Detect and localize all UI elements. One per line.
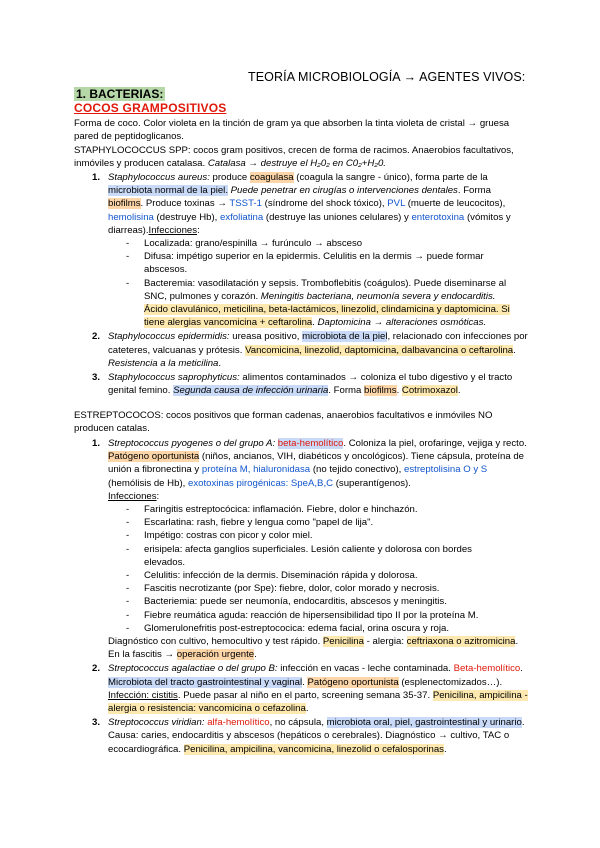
text: (coagula la sangre - único), forma parte de la xyxy=(296,172,488,183)
text: . En la fascitis → xyxy=(108,636,519,661)
list-item: - Faringitis estreptocócica: inflamación. Fiebre, dolor e hinchazón. xyxy=(126,503,514,516)
staph-list xyxy=(0,171,528,398)
highlight-patogeno: Patógeno oportunista xyxy=(108,451,200,463)
text: (no tejido conectivo), xyxy=(312,464,402,476)
protein-m: proteína M, hialuronidasa xyxy=(201,464,311,476)
text: produce xyxy=(212,172,248,183)
staph-intro xyxy=(74,144,524,170)
list-item-epidermidis: 2. Staphylococcus epidermidis: ureasa positivo, microbiota de la piel, relacionado con infecciones por cateteres, valcuanas y prótesis. Vancomicina, linezolid, daptomicina, dalbavancina o ceftarolina. Resistencia a la meticilina. xyxy=(92,331,528,369)
text: (superantígenos). xyxy=(335,477,411,489)
text: (síndrome del shock tóxico), xyxy=(264,198,385,210)
infection-list xyxy=(108,237,528,329)
highlight-coagulasa: coagulasa xyxy=(249,172,294,183)
beta-hemolytic: beta-hemolítico xyxy=(277,438,344,449)
document-title: TEORÍA MICROBIOLOGÍA → AGENTES VIVOS: xyxy=(248,70,526,84)
highlight-ceftriaxona: ceftriaxona o azitromicina xyxy=(406,636,516,648)
text: (hemólisis de Hb), xyxy=(108,477,186,489)
text: (destruye Hb), xyxy=(156,211,218,223)
text: . Forma xyxy=(328,385,362,397)
text: (esplenectomizados…). xyxy=(401,676,503,688)
item-number: 3. xyxy=(92,372,101,384)
highlight-biofilms: biofilms xyxy=(108,198,141,210)
species-name: Streptococcus agalactiae o del grupo B: xyxy=(108,663,278,675)
highlight-patogeno: Patógeno oportunista xyxy=(307,676,399,688)
species-name: Streptococcus viridian: xyxy=(108,717,205,729)
text: (niños, ancianos, VIH, diabéticos y oncológicos). Tiene cápsula, proteína de unión a fibronectina y xyxy=(108,451,525,476)
list-item: - Localizada: grano/espinilla → furúnculo → absceso xyxy=(126,237,514,250)
text: - alergia: xyxy=(366,636,404,648)
text: . Forma xyxy=(457,185,491,197)
highlight-penicilina: Penicilina xyxy=(322,636,364,648)
estreptolisina: estreptolisina O y S xyxy=(404,464,488,476)
text: Bacteremia: vasodilatación y sepsis. Tromboflebitis (coágulos). Puede diseminarse al SNC, pulmones y corazón. xyxy=(144,277,507,302)
infecciones-label: Infecciones xyxy=(108,490,157,502)
list-item: - Difusa: impétigo superior en la epidermis. Celulitis en la dermis → puede formar abscesos. xyxy=(126,250,514,276)
toxin-hemolisina: hemolisina xyxy=(108,211,154,223)
infection-list xyxy=(108,503,528,635)
item-number: 3. xyxy=(92,717,101,729)
item-number: 1. xyxy=(92,172,101,183)
staph-intro-text: STAPHYLOCOCCUS SPP: cocos gram positivos, crecen de forma de racimos. Anaerobios facultativos, inmóviles y producen catalasa. xyxy=(74,145,514,169)
text: . Causa: caries, endocarditis y abscesos (hepáticos o cerebrales). Diagnóstico → cultivo, TAC o ecocardiográfica. xyxy=(108,717,525,755)
item-number: 1. xyxy=(92,438,101,449)
species-name: Streptococcus pyogenes o del grupo A: xyxy=(108,438,276,449)
toxin-exfoliatina: exfoliatina xyxy=(220,211,264,223)
highlight-antibiotics: Vancomicina, linezolid, daptomicina, dalbavancina o ceftarolina xyxy=(245,344,514,356)
list-item-viridian: 3. Streptococcus viridian: alfa-hemolítico, no cápsula, microbiota oral, piel, gastrointestinal y urinario. Causa: caries, endocarditis y abscesos (hepáticos o cerebrales). Diagnóstico → cultivo, TAC o ecocardiográfica. Penicilina, ampicilina, vancomicina, linezolid o cefalosporinas. xyxy=(92,717,525,755)
strep-list xyxy=(0,437,528,757)
species-name: Staphylococcus aureus: xyxy=(108,172,210,183)
text: (muerte de leucocitos), xyxy=(407,198,506,210)
text: , no cápsula, xyxy=(269,717,324,729)
text: infección en vacas - leche contaminada. xyxy=(280,663,451,675)
resistance-note: Resistencia a la meticilina xyxy=(108,357,219,369)
text: , relacionado con infecciones por cateteres, valcuanas y prótesis. xyxy=(108,331,528,356)
strep-intro: ESTREPTOCOCOS: cocos positivos que forman cadenas, anaerobios facultativos e inmóviles NO producen catalas. xyxy=(74,410,493,434)
toxin-pvl: PVL xyxy=(387,198,406,210)
list-item: - Escarlatina: rash, fiebre y lengua como "papel de lija". xyxy=(126,516,514,529)
highlight-antibiotics: Penicilina, ampicilina, vancomicina, linezolid o cefalosporinas xyxy=(183,743,444,755)
list-item: - Fiebre reumática aguda: reacción de hipersensibilidad tipo II por la proteína M. xyxy=(126,609,514,622)
highlight-microbiota: microbiota de la piel xyxy=(302,331,388,343)
list-item: - Celulitis: infección de la dermis. Diseminación rápida y dolorosa. xyxy=(126,569,514,582)
list-item: - Impétigo: costras con picor y color miel. xyxy=(126,529,514,542)
highlight-microbiota: Microbiota del tracto gastrointestinal y vaginal xyxy=(108,676,303,688)
text: . Produce toxinas → xyxy=(140,198,227,210)
text: (vómitos y diarreas). xyxy=(108,211,511,236)
list-item: - Fascitis necrotizante (por Spe): fiebre, dolor, color morado y necrosis. xyxy=(126,582,514,595)
daptomicina-note: Daptomicina → alteraciones osmóticas. xyxy=(317,317,487,329)
catalasa-note: Catalasa → destruye el H₂0₂ en C0₂+H₂0. xyxy=(207,158,386,169)
mening-note: Meningitis bacteriana, neumonía severa y endocarditis. xyxy=(260,290,496,302)
text: . Coloniza la piel, orofaringe, vejiga y recto. xyxy=(343,438,527,449)
highlight-biofilms: biofilms xyxy=(364,385,397,397)
list-item-pyogenes: 1. Streptococcus pyogenes o del grupo A: beta-hemolítico. Coloniza la piel, orofaringe, vejiga y recto. Patógeno oportunista (niños, ancianos, VIH, diabéticos y oncológicos). Tiene cápsula, proteína de unión a fibronectina y proteína M, hialuronidasa (no tejido conectivo), estreptolisina O y S (hemólisis de Hb), exotoxinas pirogénicas: SpeA,B,C (superantígenos). Infecciones: - Faringitis estreptocócica: inflamación. Fiebre, dolor e hinchazón. - Escarlatina: rash, fiebre y lengua como "papel de lija". - Impétigo: costras con picor y color miel. - erisipela: afecta ganglios superficiales. Lesión caliente y dolorosa con bordes elevados. - Celulitis: infección de la dermis. Diseminación rápida y dolorosa. - Fascitis necrotizante (por Spe): fiebre, dolor, color morado y necrosis. - Bacteriemia: puede ser neumonía, endocarditis, abscesos y meningitis. - Fiebre reumática aguda: reacción de hipersensibilidad tipo II por la proteína M. - Glomerulonefritis post-estreptococica: edema facial, orina oscura y roja. Diagnóstico con cultivo, hemocultivo y test rápido. Penicilina - alergia: ceftriaxona o azitromicina. En la fascitis → operación urgente. xyxy=(74,437,528,661)
toxin-enterotoxina: enterotoxina xyxy=(411,211,465,223)
species-name: Staphylococcus saprophyticus: xyxy=(108,372,240,384)
text: (destruye las uniones celulares) y xyxy=(265,211,409,223)
intro-paragraph: Forma de coco. Color violeta en la tinción de gram ya que absorben la tinta violeta de cristal → gruesa pared de peptidoglicanos. xyxy=(74,118,510,142)
diagnosis-text: Diagnóstico con cultivo, hemocultivo y test rápido. xyxy=(108,636,321,648)
list-item: - Glomerulonefritis post-estreptococica: edema facial, orina oscura y roja. xyxy=(126,622,514,635)
species-name: Staphylococcus epidermidis: xyxy=(108,331,230,343)
highlight-microbiota: microbiota normal de la piel. xyxy=(108,185,228,197)
alfa-hemolytic: alfa-hemolítico xyxy=(207,717,270,729)
toxin-tsst: TSST-1 xyxy=(229,198,262,210)
list-item-aureus: 1. Staphylococcus aureus: produce coagulasa (coagula la sangre - único), forma parte de la microbiota normal de la piel. Puede penetrar en cirugías o intervenciones dentales. Forma biofilms. Produce toxinas → TSST-1 (síndrome del shock tóxico), PVL (muerte de leucocitos), hemolisina (destruye Hb), exfoliatina (destruye las uniones celulares) y enterotoxina (vómitos y diarreas).Infecciones: - Localizada: grano/espinilla → furúnculo → absceso - Difusa: impétigo superior en la epidermis. Celulitis en la dermis → puede formar abscesos. - Bacteremia: vasodilatación y sepsis. Tromboflebitis (coágulos). Puede diseminarse al SNC, pulmones y corazón. Meningitis bacteriana, neumonía severa y endocarditis. Ácido clavulánico, meticilina, beta-lactámicos, linezolid, clindamicina y daptomicina. Si tiene alergias vancomicina + ceftarolina. Daptomicina → alteraciones osmóticas. xyxy=(74,171,528,329)
item-number: 2. xyxy=(92,331,101,343)
section-heading: 1. BACTERIAS: xyxy=(76,87,164,101)
sub-heading: COCOS GRAMPOSITIVOS xyxy=(74,101,227,115)
highlight-microbiota: microbiota oral, piel, gastrointestinal y urinario xyxy=(326,717,522,729)
list-item-saprophyticus: 3. Staphylococcus saprophyticus: alimentos contaminados → coloniza el tubo digestivo y el tracto genital femino. Segunda causa de infección urinaria. Forma biofilms. Cotrimoxazol. xyxy=(92,372,513,397)
highlight-urinary: Segunda causa de infección urinaria xyxy=(173,385,329,397)
infeccion-cistitis: Infección: cistitis xyxy=(108,689,178,701)
penetration-note: Puede penetrar en cirugías o intervenciones dentales xyxy=(230,185,458,197)
beta-hemolytic: Beta-hemolítico xyxy=(453,663,521,675)
infecciones-label: Infecciones xyxy=(148,224,198,236)
highlight-antibiotics: Ácido clavulánico, meticilina, beta-lactámicos, linezolid, clindamicina y daptomicina. Si tiene alergias vancomicina + ceftarolina xyxy=(144,304,510,329)
highlight-antibiotics: Penicilina, ampicilina - alergia o resistencia: vancomicina o cefazolina xyxy=(108,689,528,715)
list-item: - erisipela: afecta ganglios superficiales. Lesión caliente y dolorosa con bordes elevados. xyxy=(126,543,514,569)
text: alimentos contaminados → coloniza el tubo digestivo y el tracto genital femino. xyxy=(108,372,513,397)
text: ureasa positivo, xyxy=(232,331,300,343)
item-number: 2. xyxy=(92,663,101,675)
highlight-operacion: operación urgente xyxy=(176,649,255,661)
exotoxinas: exotoxinas pirogénicas: SpeA,B,C xyxy=(187,477,334,489)
list-item: - Bacteriemia: puede ser neumonía, endocarditis, abscesos y meningitis. xyxy=(126,595,514,608)
list-item-agalactiae: 2. Streptococcus agalactiae o del grupo B: infección en vacas - leche contaminada. Beta-hemolítico. Microbiota del tracto gastrointestinal y vaginal. Patógeno oportunista (esplenectomizados…). Infección: cistitis. Puede pasar al niño en el parto, screening semana 35-37. Penicilina, ampicilina - alergia o resistencia: vancomicina o cefazolina. xyxy=(92,663,528,715)
text: . Puede pasar al niño en el parto, screening semana 35-37. xyxy=(177,689,431,701)
highlight-cotrimoxazol: Cotrimoxazol xyxy=(401,385,458,397)
list-item: - Bacteremia: vasodilatación y sepsis. Tromboflebitis (coágulos). Puede diseminarse al SNC, pulmones y corazón. Meningitis bacteriana, neumonía severa y endocarditis. Ácido clavulánico, meticilina, beta-lactámicos, linezolid, clindamicina y daptomicina. Si tiene alergias vancomicina + ceftarolina. Daptomicina → alteraciones osmóticas. xyxy=(126,277,514,330)
